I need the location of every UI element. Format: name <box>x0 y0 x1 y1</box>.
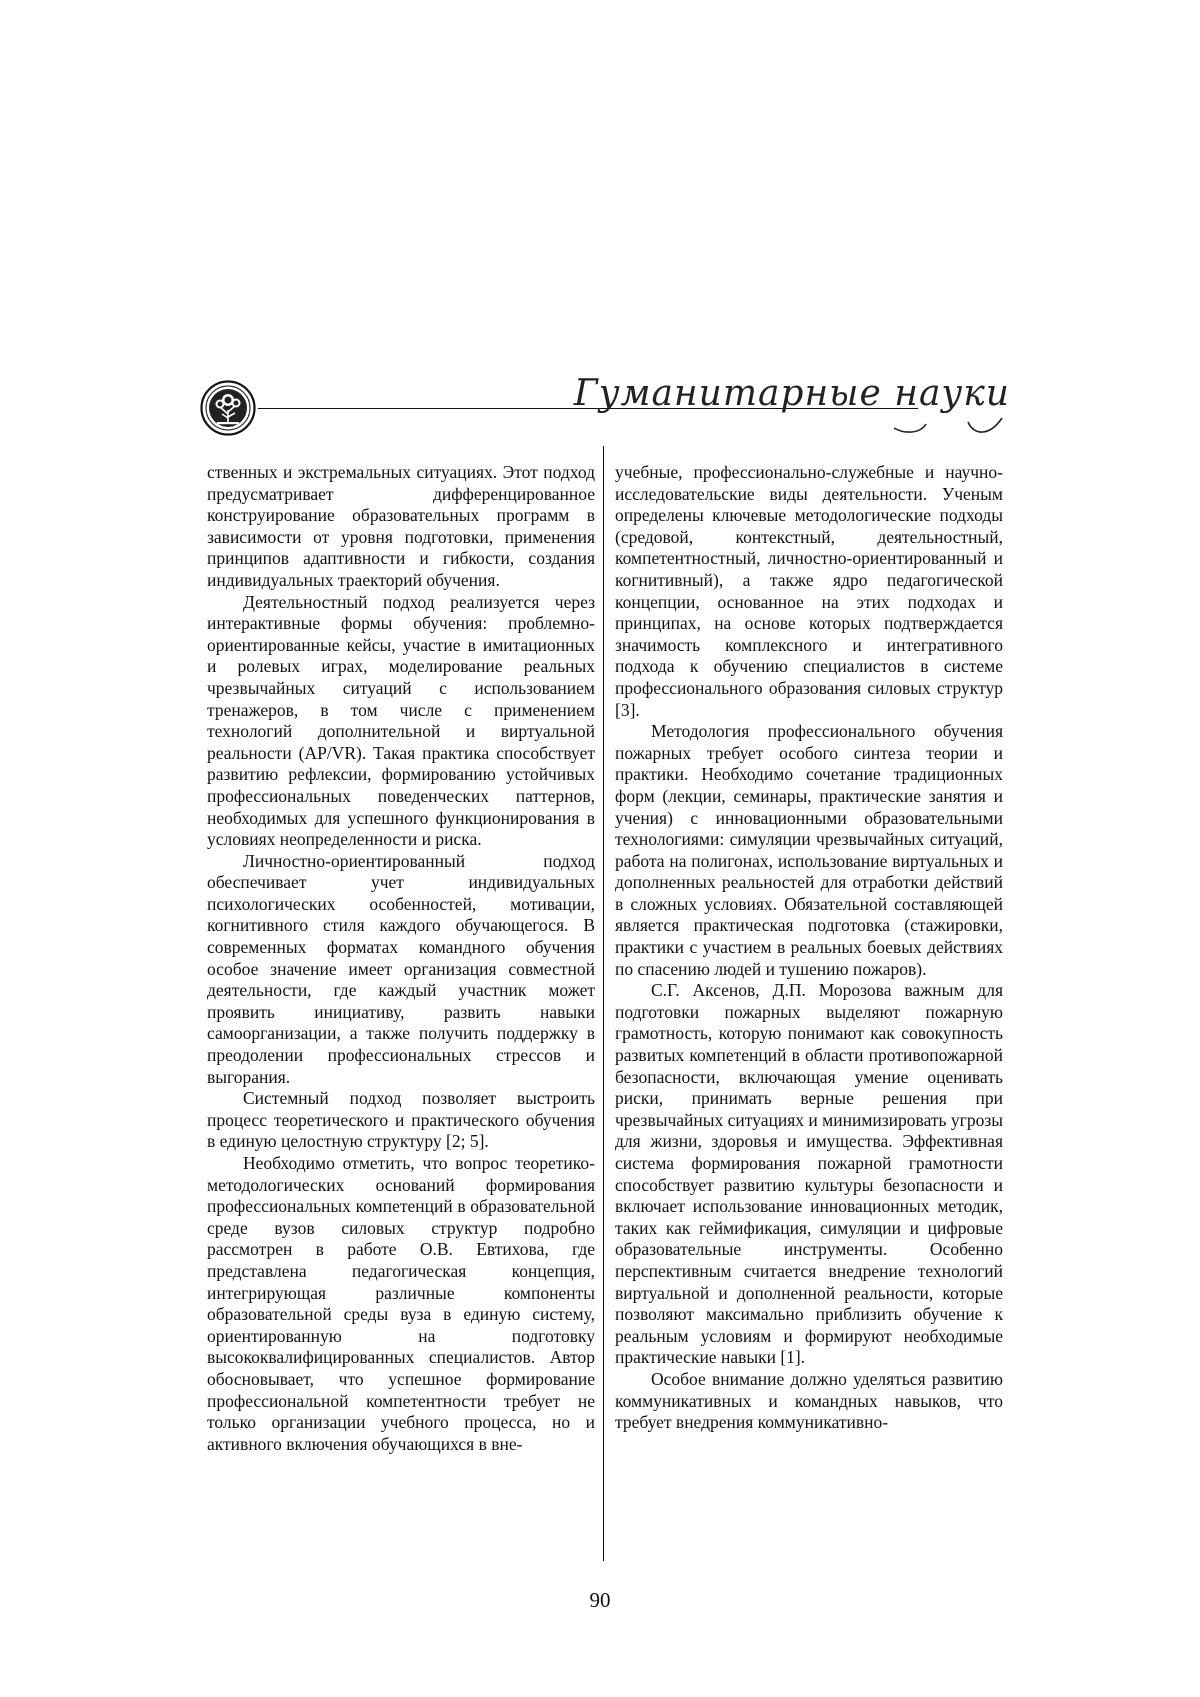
paragraph: учебные, профессионально-служебные и научно-исследовательские виды деятельности. Ученым определены ключевые методологические подходы (средовой, контекстный, деятельностный, компетентностный, личностно-ориентированный и когнитивный), а также ядро педагогической концепции, основанное на этих подходах и принципах, на основе которых подтверждается значимость комплексного и интегративного подхода к обучению специалистов в системе профессионального образования силовых структур [3]. <box>615 462 1003 720</box>
paragraph: Необходимо отметить, что вопрос теоретико-методологических оснований формирования профессиональных компетенций в образовательной среде вузов силовых структур подробно рассмотрен в работе О.В. Евтихова, где представлена педагогическая концепция, интегрирующая различные компоненты образовательной среды вуза в единую систему, ориентированную на подготовку высококвалифицированных специалистов. Автор обосновывает, что успешное формирование профессиональной компетентности требует не только организации учебного процесса, но и активного включения обучающихся в вне- <box>207 1153 595 1454</box>
page-header <box>200 374 1010 444</box>
page-number: 90 <box>589 1588 611 1612</box>
paragraph: Системный подход позволяет выстроить процесс теоретического и практического обучения в единую целостную структуру [2; 5]. <box>207 1088 595 1152</box>
paragraph: Личностно-ориентированный подход обеспечивает учет индивидуальных психологических особенностей, мотивации, когнитивного стиля каждого обучающегося. В современных форматах командного обучения особое значение имеет организация совместной деятельности, где каждый участник может проявить инициативу, развить навыки самоорганизации, а также получить поддержку в преодолении профессиональных стрессов и выгорания. <box>207 850 595 1087</box>
section-title: Гуманитарные науки <box>573 373 1010 414</box>
right-column <box>615 462 1003 1434</box>
paragraph: ственных и экстремальных ситуациях. Этот подход предусматривает дифференцированное конструирование образовательных программ в зависимости от уровня подготовки, применения принципов адаптивности и гибкости, создания индивидуальных траекторий обучения. <box>207 462 595 590</box>
tree-emblem-icon <box>200 380 256 436</box>
paragraph: Особое внимание должно уделяться развитию коммуникативных и командных навыков, что требует внедрения коммуникативно- <box>615 1368 1003 1433</box>
paragraph: Методология профессионального обучения пожарных требует особого синтеза теории и практики. Необходимо сочетание традиционных форм (лекции, семинары, практические занятия и учения) с инновационными образовательными технологиями: симуляции чрезвычайных ситуаций, работа на полигонах, использование виртуальных и дополненных реальностей для отработки действий в сложных условиях. Обязательной составляющей является практическая подготовка (стажировки, практики с участием в реальных боевых действиях по спасению людей и тушению пожаров). <box>615 721 1003 979</box>
left-column <box>207 462 595 1455</box>
paragraph: Деятельностный подход реализуется через интерактивные формы обучения: проблемно-ориентированные кейсы, участие в имитационных и ролевых играх, моделирование реальных чрезвычайных ситуаций с использованием тренажеров, в том числе с применением технологий дополнительной и виртуальной реальности (AP/VR). Такая практика способствует развитию рефлексии, формированию устойчивых профессиональных поведенческих паттернов, необходимых для успешного функционирования в условиях неопределенности и риска. <box>207 591 595 850</box>
paragraph: С.Г. Аксенов, Д.П. Морозова важным для подготовки пожарных выделяют пожарную грамотность, которую понимают как совокупность развитых компетенций в области противопожарной безопасности, включающая умение оценивать риски, принимать верные решения при чрезвычайных ситуациях и минимизировать угрозы для жизни, здоровья и имущества. Эффективная система формирования пожарной грамотности способствует развитию культуры безопасности и включает использование инновационных методик, таких как геймификация, симуляции и цифровые образовательные инструменты. Особенно перспективным считается внедрение технологий виртуальной и дополненной реальности, которые позволяют максимально приблизить обучение к реальным условиям и формируют необходимые практические навыки [1]. <box>615 980 1003 1368</box>
column-divider <box>603 446 604 1561</box>
